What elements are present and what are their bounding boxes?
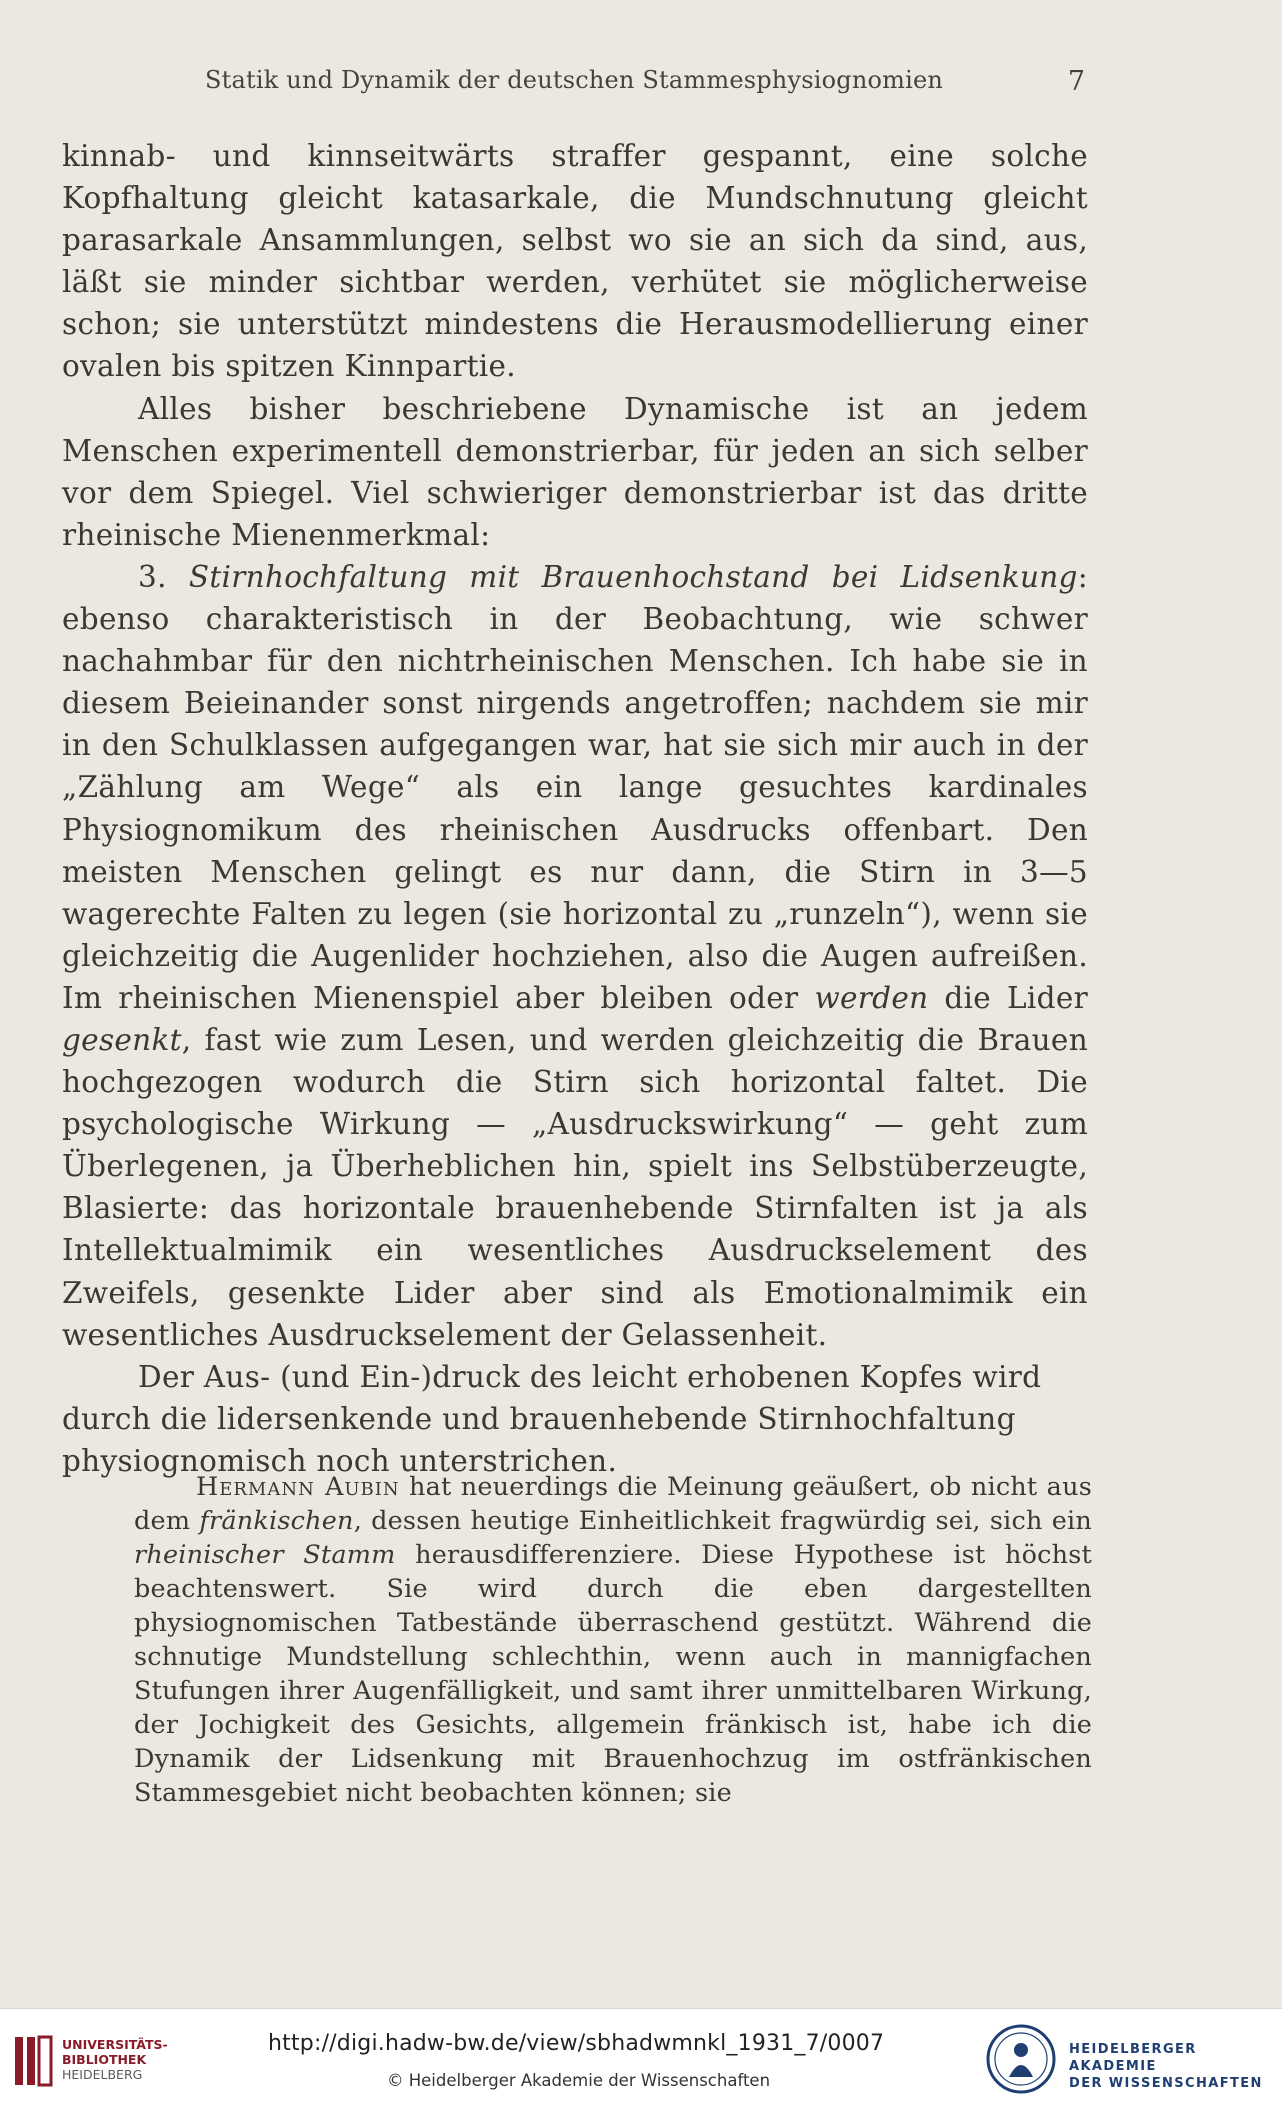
page-header [205,66,1085,106]
hadw-logo-line-1: HEIDELBERGER AKADEMIE [1069,2042,1197,2074]
note-text-1: hat neuerdings die Meinung geäußert, ob nicht aus dem [134,1472,1092,1536]
permalink-url-link[interactable]: http://digi.hadw-bw.de/view/sbhadwmnkl_1931_7/0007 [268,2031,885,2056]
author-name: Hermann Aubin [196,1472,400,1502]
emphasis-fraenkischen: fränkischen [199,1506,354,1536]
ub-logo-text [62,2037,168,2082]
emphasis-rheinischer-stamm: rheinischer Stamm [134,1540,396,1570]
note-text-3: herausdifferenziere. Diese Hypothese ist höchst beachtenswert. Sie wird durch die eben dargestellten physiognomischen Tatbestände überraschend gestützt. Während die schnutige Mundstellung schlechthin, wenn auch in mannigfachen Stufungen ihrer Augenfälligkeit, und samt ihrer unmittelbaren Wirkung, der Jochigkeit des Gesichts, allgemein fränkisch ist, habe ich die Dynamik der Lidsenkung mit Brauenhochzug im ostfränkischen Stammesgebiet nicht beobachten können; sie [134,1540,1092,1808]
copyright-notice: © Heidelberger Akademie der Wissenschaften [387,2071,771,2090]
paragraph-2: Alles bisher beschriebene Dynamische ist an jedem Menschen experimentell demonstrierbar, für jeden an sich selber vor dem Spiegel. Viel schwieriger demonstrierbar ist das dritte rheinische Mienenmerkmal: [62,391,1088,552]
ub-logo-line-1: UNIVERSITÄTS- [62,2037,168,2052]
paragraph-3-text-1: : ebenso charakteristisch in der Beobachtung, wie schwer nachahmbar für den nichtrheinischen Menschen. Ich habe sie in diesem Beieinander sonst nirgends angetroffen; nachdem sie mir in den Schulklassen aufgegangen war, hat sie sich mir auch in der „Zählung am Wege“ als ein lange gesuchtes kardinales Physiognomikum des rheinischen Ausdrucks offenbart. Den meisten Menschen gelingt es nur dann, die Stirn in 3—5 wagerechte Falten zu legen (sie horizontal zu „runzeln“), wenn sie gleichzeitig die Augenlider hochziehen, also die Augen aufreißen. Im rheinischen Mienenspiel aber bleiben oder [62,559,1088,1015]
paragraph-3-text-2: die Lider [928,980,1088,1015]
page-number: 7 [1067,66,1085,97]
ub-logo-line-3: HEIDELBERG [62,2067,143,2082]
note-text [134,1470,1092,1810]
hadw-logo[interactable] [985,2021,1275,2097]
note-text-2: , dessen heutige Einheitlichkeit fragwürdig sei, sich ein [353,1506,1092,1536]
hadw-logo-line-2: DER WISSENSCHAFTEN [1069,2076,1263,2091]
academy-seal-icon [985,2023,1057,2095]
main-text [62,135,1088,1482]
emphasis-werden: werden [814,980,929,1015]
item-heading: Stirnhochfaltung mit Brauenhochstand bei Lidsenkung [188,559,1078,594]
paragraph-1: kinnab- und kinnseitwärts straffer gespannt, eine solche Kopfhaltung gleicht katasarkale, die Mundschnutung gleicht parasarkale Ansammlungen, selbst wo sie an sich da sind, aus, läßt sie minder sichtbar werden, verhütet sie möglicherweise schon; sie unterstützt mindestens die Herausmodellierung einer ovalen bis spitzen Kinnpartie. [62,139,1088,384]
paragraph-3 [62,556,1088,1356]
item-number: 3. [138,559,189,594]
ub-heidelberg-mark-icon [12,2033,54,2089]
footer-bar [0,2008,1282,2106]
ub-logo-line-2: BIBLIOTHEK [62,2052,147,2067]
paragraph-3-text-3: , fast wie zum Lesen, und werden gleichzeitig die Brauen hochgezogen wodurch die Stirn sich horizontal faltet. Die psychologische Wirkung — „Ausdruckswirkung“ — geht zum Überlegenen, ja Überheblichen hin, spielt ins Selbstüberzeugte, Blasierte: das horizontale brauenhebende Stirnfalten ist ja als Intellektualmimik ein wesentliches Ausdruckselement des Zweifels, gesenkte Lider aber sind als Emotionalmimik ein wesentliches Ausdruckselement der Gelassenheit. [62,1022,1088,1352]
ub-heidelberg-logo[interactable] [12,2025,172,2095]
paragraph-4: Der Aus- (und Ein-)druck des leicht erhobenen Kopfes wird durch die lidersenkende und brauenhebende Stirnhochfaltung physiognomisch noch unterstrichen. [62,1359,1042,1478]
running-title: Statik und Dynamik der deutschen Stammesphysiognomien [205,66,944,94]
emphasis-gesenkt: gesenkt [62,1022,182,1057]
note-paragraph [134,1470,1092,1810]
hadw-logo-text [1069,2041,1275,2092]
